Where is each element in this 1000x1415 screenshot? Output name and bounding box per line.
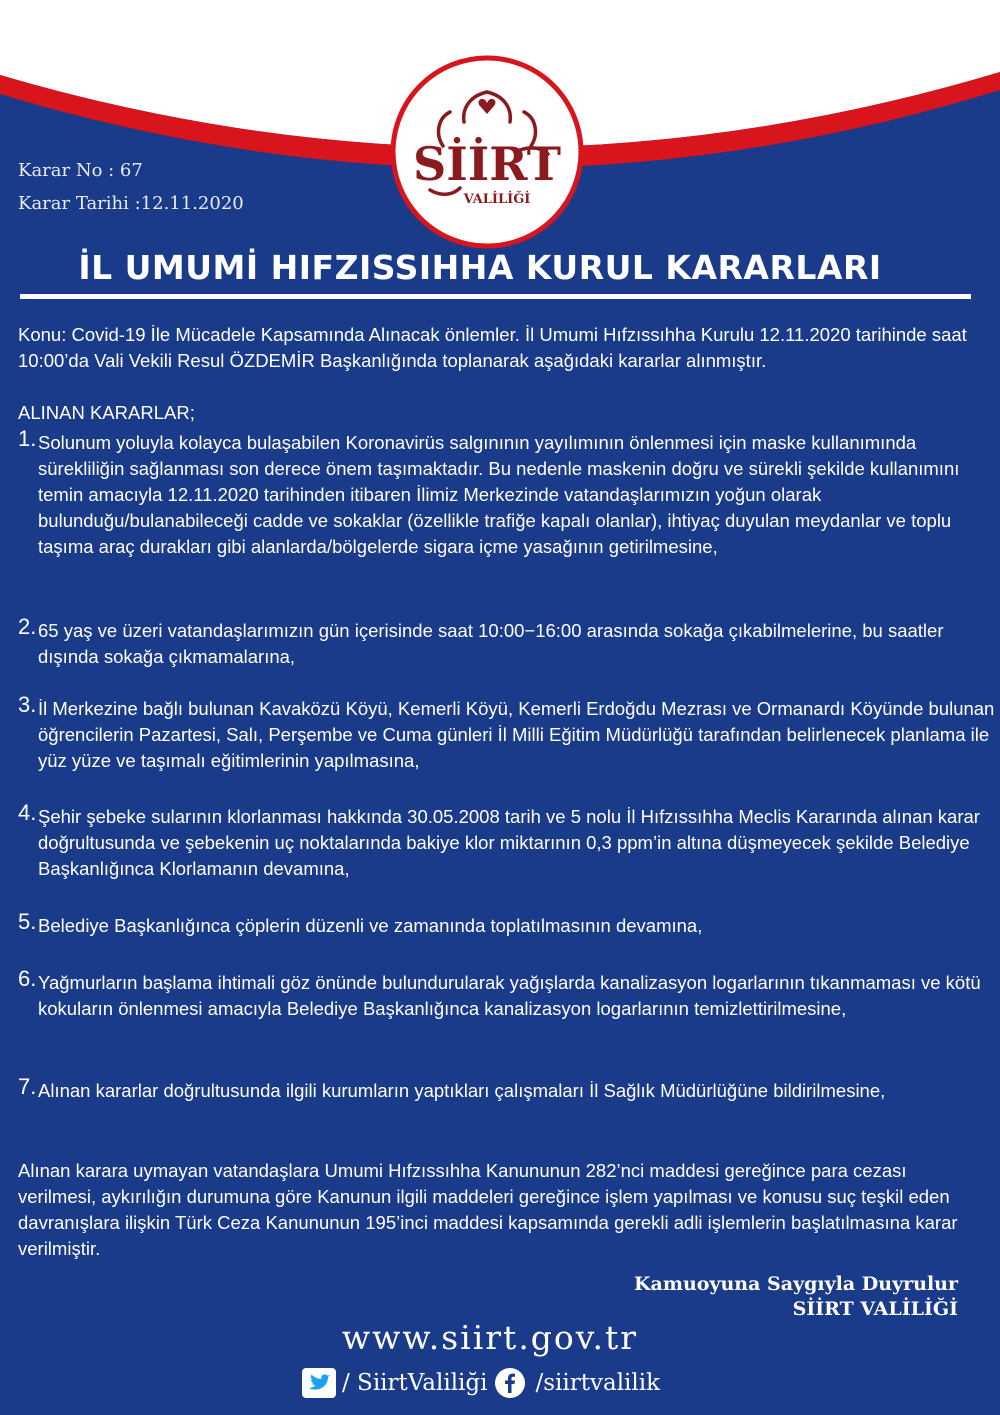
decision-number-label: 7.: [18, 1074, 37, 1099]
website-link[interactable]: www.siirt.gov.tr: [341, 1318, 639, 1357]
facebook-handle[interactable]: /siirtvalilik: [535, 1370, 661, 1396]
logo-sub-text: VALİLİĞİ: [463, 192, 531, 207]
signature-line: Kamuoyuna Saygıyla Duyrulur: [634, 1273, 958, 1295]
twitter-handle[interactable]: / SiirtValiliği: [342, 1370, 488, 1396]
decision-item: [18, 800, 996, 882]
decision-text: Yağmurların başlama ihtimali göz önünde bulundurularak yağışlarda kanalizasyon logarlarının tıkanmaması ve kötü kokuların önlenmesi amacıyla Belediye Başkanlığınca kanalizasyon logarlarının temizlettirilmesine,: [38, 972, 981, 1019]
intro-paragraph: Konu: Covid-19 İle Mücadele Kapsamında Alınacak önlemler. İl Umumi Hıfzıssıhha Kurulu 12.11.2020 tarihinde saat 10:00’da Vali Vekili Resul ÖZDEMİR Başkanlığında toplanarak aşağıdaki kararlar alınmıştır.: [18, 324, 967, 371]
decision-number-label: 1.: [18, 426, 37, 451]
social-links: [302, 1367, 660, 1399]
decision-number-label: 5.: [18, 909, 37, 934]
decision-text: Belediye Başkanlığınca çöplerin düzenli ve zamanında toplatılmasının devamına,: [38, 915, 703, 936]
decision-item: [18, 909, 996, 939]
decision-number: Karar No : 67: [18, 160, 143, 181]
page-title: İL UMUMİ HIFZISSIHHA KURUL KARARLARI: [78, 248, 882, 287]
section-heading: ALINAN KARARLAR;: [18, 402, 195, 423]
decision-number-label: 3.: [18, 692, 37, 717]
decision-item: [18, 614, 996, 670]
closing-paragraph: Alınan karara uymayan vatandaşlara Umumi Hıfzıssıhha Kanununun 282’nci maddesi gereğince para cezası verilmesi, aykırılığın durumuna göre Kanunun ilgili maddeleri gereğince işlem yapılması ve konusu suç teşkil eden davranışlara ilişkin Türk Ceza Kanununun 195’inci maddesi kapsamında gerekli adli işlemlerin başlatılmasına karar verilmiştir.: [18, 1160, 958, 1259]
decision-number-label: 4.: [18, 800, 37, 825]
decision-item: [18, 1074, 996, 1104]
decision-text: Şehir şebeke sularının klorlanması hakkında 30.05.2008 tarih ve 5 nolu İl Hıfzıssıhha Meclis Kararında alınan karar doğrultusunda ve şebekenin uç noktalarında bakiye klor miktarının 0,3 ppm’in altına düşmeyecek şekilde Belediye Başkanlığınca Klorlamanın devamına,: [38, 806, 980, 879]
signature-block: [634, 1272, 958, 1322]
decision-date: Karar Tarihi :12.11.2020: [18, 193, 244, 214]
facebook-f-icon[interactable]: [493, 1368, 527, 1398]
twitter-bird-icon[interactable]: [302, 1368, 336, 1398]
decision-item: [18, 966, 996, 1022]
decision-text: Solunum yoluyla kolayca bulaşabilen Koronavirüs salgınının yayılımının önlenmesi için maske kullanımında sürekliliğin sağlanması son derece önem taşımaktadır. Bu nedenle maskenin doğru ve sürekli şekilde kullanımını temin amacıyla 12.11.2020 tarihinden itibaren İlimiz Merkezinde vatandaşlarımızın yoğun olarak bulunduğu/bulanabileceği cadde ve sokaklar (özellikle trafiğe kapalı olanlar), ihtiyaç duyulan meydanlar ve toplu taşıma araç durakları gibi alanlarda/bölgelerde sigara içme yasağının getirilmesine,: [38, 432, 960, 557]
decision-number-label: 2.: [18, 614, 37, 639]
title-divider: [20, 294, 971, 299]
decision-text: İl Merkezine bağlı bulunan Kavaközü Köyü, Kemerli Köyü, Kemerli Erdoğdu Mezrası ve Ormanardı Köyünde bulunan öğrencilerin Pazartesi, Salı, Perşembe ve Cuma günleri İl Milli Eğitim Müdürlüğü tarafından belirlenecek planlama ile yüz yüze ve taşımalı eğitimlerinin yapılmasına,: [38, 698, 995, 771]
logo-main-text: SİİRT: [413, 137, 561, 191]
decision-item: [18, 426, 996, 560]
signature-authority: SİİRT VALİLİĞİ: [792, 1298, 958, 1320]
decision-text: 65 yaş ve üzeri vatandaşlarımızın gün içerisinde saat 10:00−16:00 arasında sokağa çıkabilmelerine, bu saatler dışında sokağa çıkmamalarına,: [38, 620, 944, 667]
decision-item: [18, 692, 996, 774]
decision-number-label: 6.: [18, 966, 37, 991]
decision-text: Alınan kararlar doğrultusunda ilgili kurumların yaptıkları çalışmaları İl Sağlık Müdürlüğüne bildirilmesine,: [38, 1080, 886, 1101]
